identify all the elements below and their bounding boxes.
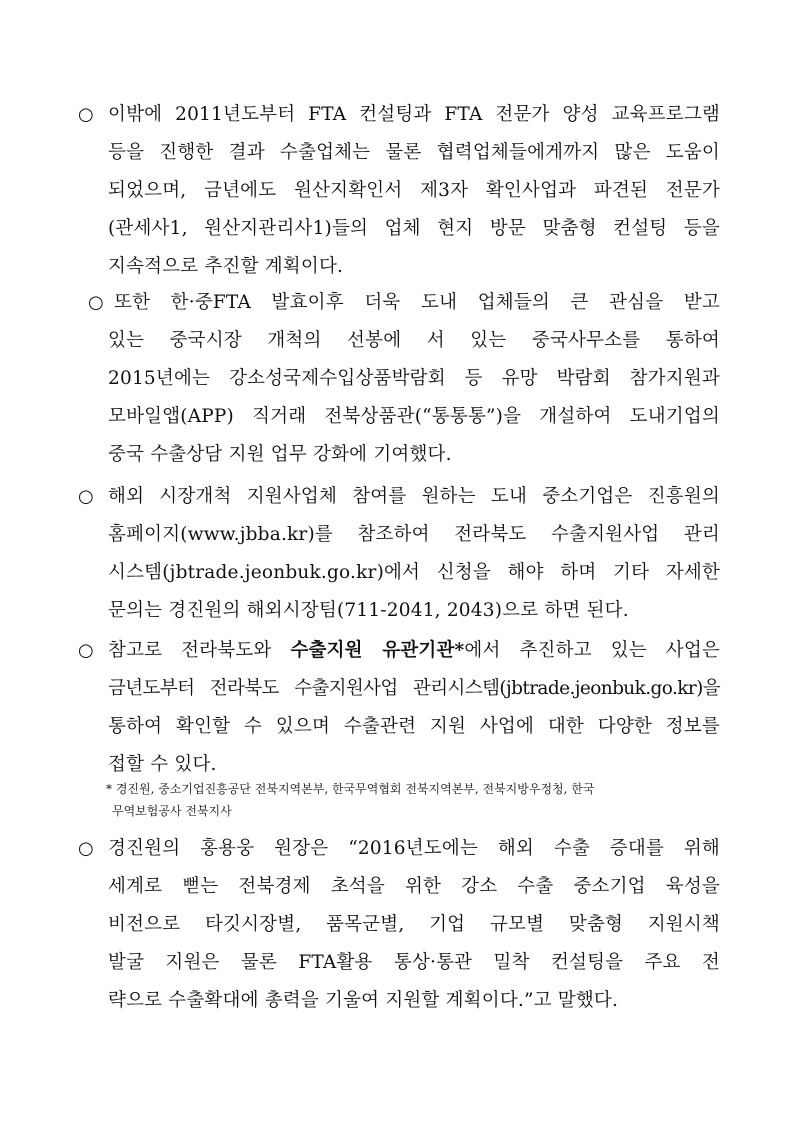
paragraph-2 xyxy=(88,284,720,474)
paragraph-line: 모바일앱(APP) 직거래 전북상품관(“통통통”)을 개설하여 도내기업의 xyxy=(108,406,720,427)
paragraph-line: 있는 중국시장 개척의 선봉에 서 있는 중국사무소를 통하여 xyxy=(108,330,720,351)
paragraph-line: 세계로 뻗는 전북경제 초석을 위한 강소 수출 중소기업 육성을 xyxy=(108,876,720,897)
paragraph-line: 경진원의 홍용웅 원장은 “2016년도에는 해외 수출 증대를 위해 xyxy=(108,838,720,859)
paragraph-line: (관세사1, 원산지관리사1)들의 업체 현지 방문 맞춤형 컨설팅 등을 xyxy=(108,218,720,239)
paragraph-4 xyxy=(78,632,720,784)
paragraph-line: 금년도부터 전라북도 수출지원사업 관리시스템(jbtrade.jeonbuk.go.kr)을 xyxy=(108,678,720,699)
bullet-icon: ○ xyxy=(88,292,104,313)
paragraph-line: 2015년에는 강소성국제수입상품박람회 등 유망 박람회 참가지원과 xyxy=(108,368,720,389)
bullet-icon: ○ xyxy=(78,104,94,125)
paragraph-line: 시스템(jbtrade.jeonbuk.go.kr)에서 신청을 해야 하며 기타 자세한 xyxy=(108,562,720,583)
paragraph-line: 비전으로 타깃시장별, 품목군별, 기업 규모별 맞춤형 지원시책 xyxy=(108,914,720,935)
paragraph-line: 또한 한·중FTA 발효이후 더욱 도내 업체들의 큰 관심을 받고 xyxy=(114,292,720,313)
paragraph-line: 등을 진행한 결과 수출업체는 물론 협력업체들에게까지 많은 도움이 xyxy=(108,142,720,163)
footnote-line: 무역보험공사 전북지사 xyxy=(112,804,232,818)
paragraph-line: 략으로 수출확대에 총력을 기울여 지원할 계획이다.”고 말했다. xyxy=(108,990,619,1011)
paragraph-line: 문의는 경진원의 해외시장팀(711-2041, 2043)으로 하면 된다. xyxy=(108,600,629,621)
paragraph-line: 참고로 전라북도와 수출지원 유관기관*에서 추진하고 있는 사업은 xyxy=(108,640,721,661)
bullet-icon: ○ xyxy=(78,838,94,859)
paragraph-line: 접할 수 있다. xyxy=(108,754,217,775)
paragraph-line: 해외 시장개척 지원사업체 참여를 원하는 도내 중소기업은 진흥원의 xyxy=(108,486,720,507)
paragraph-5 xyxy=(78,830,720,1020)
paragraph-line: 이밖에 2011년도부터 FTA 컨설팅과 FTA 전문가 양성 교육프로그램 xyxy=(108,104,720,125)
paragraph-line: 홈페이지(www.jbba.kr)를 참조하여 전라북도 수출지원사업 관리 xyxy=(108,524,720,545)
paragraph-line: 지속적으로 추진할 계획이다. xyxy=(108,256,344,277)
paragraph-line: 통하여 확인할 수 있으며 수출관련 지원 사업에 대한 다양한 정보를 xyxy=(108,716,720,737)
paragraph-line: 중국 수출상담 지원 업무 강화에 기여했다. xyxy=(108,444,452,465)
paragraph-line: 되었으며, 금년에도 원산지확인서 제3자 확인사업과 파견된 전문가 xyxy=(108,180,720,201)
paragraph-line: 발굴 지원은 물론 FTA활용 통상·통관 밀착 컨설팅을 주요 전 xyxy=(108,952,720,973)
bullet-icon: ○ xyxy=(78,640,94,661)
support-agencies-term: 수출지원 유관기관* xyxy=(290,640,465,661)
bullet-icon: ○ xyxy=(78,486,94,507)
footnote xyxy=(106,778,720,822)
paragraph-1 xyxy=(78,96,720,286)
footnote-line: * 경진원, 중소기업진흥공단 전북지역본부, 한국무역협회 전북지역본부, 전북지방우정청, 한국 xyxy=(106,782,595,796)
paragraph-3 xyxy=(78,478,720,630)
